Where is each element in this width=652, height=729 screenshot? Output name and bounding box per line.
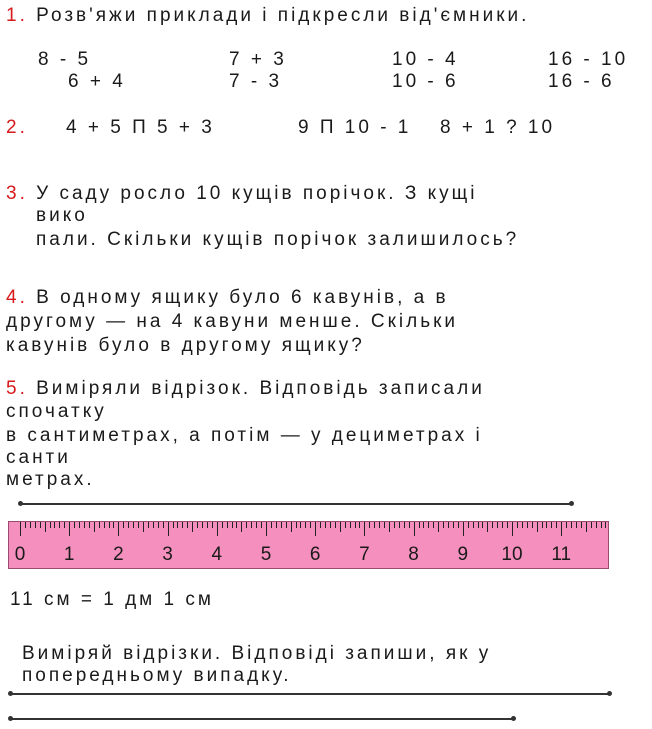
ruler-mm-tick bbox=[330, 522, 331, 528]
ruler-mm-tick bbox=[241, 522, 242, 532]
ruler-label: 0 bbox=[14, 544, 26, 565]
ruler-mm-tick bbox=[379, 522, 380, 528]
task1-number: 1. bbox=[6, 5, 28, 26]
ruler-mm-tick bbox=[350, 522, 351, 528]
ruler-label: 10 bbox=[501, 544, 523, 565]
ruler-mm-tick bbox=[123, 522, 124, 528]
ruler-mm-tick bbox=[271, 522, 272, 528]
task5-line: в сантиметрах, а потім — у дециметрах і bbox=[6, 425, 483, 446]
task5-text: Виміряли відрізок. Відповідь записали bbox=[27, 378, 485, 399]
ruler-mm-tick bbox=[556, 522, 557, 528]
ruler-mm-tick bbox=[473, 522, 474, 528]
measurement-result: 11 см = 1 дм 1 см bbox=[10, 589, 214, 610]
ruler-mm-tick bbox=[571, 522, 572, 528]
ruler-mm-tick bbox=[187, 522, 188, 528]
ruler-mm-tick bbox=[246, 522, 247, 528]
task1-example: 16 - 10 bbox=[548, 49, 629, 70]
ruler-mm-tick bbox=[340, 522, 341, 532]
ruler-mm-tick bbox=[325, 522, 326, 528]
ruler-label: 7 bbox=[359, 544, 370, 565]
ruler-mm-tick bbox=[409, 522, 410, 528]
ruler-label: 5 bbox=[260, 544, 272, 565]
ruler-mm-tick bbox=[227, 522, 228, 528]
task5-line: метрах. bbox=[6, 469, 95, 490]
ruler-mm-tick bbox=[546, 522, 547, 528]
ruler-mm-tick bbox=[79, 522, 80, 528]
ruler-cm-tick bbox=[217, 522, 218, 536]
ruler-mm-tick bbox=[173, 522, 174, 528]
task4-line: кавунів було в другому ящику? bbox=[6, 335, 365, 356]
ruler-mm-tick bbox=[104, 522, 105, 528]
ruler-mm-tick bbox=[276, 522, 277, 528]
ruler-mm-tick bbox=[148, 522, 149, 528]
ruler-mm-tick bbox=[236, 522, 237, 528]
ruler-mm-tick bbox=[527, 522, 528, 528]
ruler-cm-tick bbox=[266, 522, 267, 536]
ruler-mm-tick bbox=[542, 522, 543, 528]
ruler-mm-tick bbox=[394, 522, 395, 528]
task2-item: 9 П 10 - 1 bbox=[298, 117, 412, 138]
task4-number: 4. bbox=[6, 287, 28, 308]
ruler-mm-tick bbox=[40, 522, 41, 528]
task1-example: 16 - 6 bbox=[548, 71, 615, 92]
ruler-cm-tick bbox=[414, 522, 415, 536]
task1-example: 10 - 4 bbox=[392, 49, 459, 70]
ruler-mm-tick bbox=[25, 522, 26, 528]
ruler-mm-tick bbox=[296, 522, 297, 528]
ruler-mm-tick bbox=[109, 522, 110, 528]
ruler-mm-tick bbox=[197, 522, 198, 528]
task4-line: другому — на 4 кавуни менше. Скільки bbox=[6, 311, 459, 332]
ruler-mm-tick bbox=[158, 522, 159, 528]
ruler-mm-tick bbox=[133, 522, 134, 528]
task5-number: 5. bbox=[6, 378, 28, 399]
ruler-label: 4 bbox=[211, 544, 223, 565]
ruler-mm-tick bbox=[492, 522, 493, 528]
ruler-mm-tick bbox=[35, 522, 36, 528]
ruler-mm-tick bbox=[586, 522, 587, 532]
ruler-mm-tick bbox=[192, 522, 193, 532]
task1-heading bbox=[6, 4, 529, 28]
ruler-mm-tick bbox=[207, 522, 208, 528]
ruler-mm-tick bbox=[143, 522, 144, 532]
task5-line: спочатку bbox=[6, 401, 107, 422]
ruler-mm-tick bbox=[359, 522, 360, 528]
task3-line bbox=[6, 182, 477, 206]
ruler-mm-tick bbox=[54, 522, 55, 528]
ruler-mm-tick bbox=[30, 522, 31, 528]
ruler-mm-tick bbox=[300, 522, 301, 528]
ruler-cm-tick bbox=[69, 522, 70, 536]
ruler-mm-tick bbox=[153, 522, 154, 528]
ruler-mm-tick bbox=[419, 522, 420, 528]
ruler-mm-tick bbox=[84, 522, 85, 528]
ruler-mm-tick bbox=[335, 522, 336, 528]
ruler-mm-tick bbox=[443, 522, 444, 528]
task4-text: В одному ящику було 6 кавунів, а в bbox=[27, 287, 449, 308]
segment-endpoint bbox=[511, 716, 516, 721]
ruler-mm-tick bbox=[532, 522, 533, 528]
ruler-mm-tick bbox=[232, 522, 233, 528]
ruler-mm-tick bbox=[128, 522, 129, 528]
task5-line: санти bbox=[6, 447, 71, 468]
ruler-mm-tick bbox=[222, 522, 223, 528]
ruler-label: 3 bbox=[162, 544, 173, 565]
ruler-mm-tick bbox=[399, 522, 400, 528]
ruler-mm-tick bbox=[202, 522, 203, 528]
task3-line: пали. Скільки кущів порічок залишилось? bbox=[36, 229, 520, 250]
task1-example: 10 - 6 bbox=[392, 71, 459, 92]
ruler-mm-tick bbox=[64, 522, 65, 528]
ruler-cm-tick bbox=[364, 522, 365, 536]
ruler-mm-tick bbox=[251, 522, 252, 528]
ruler-label: 2 bbox=[113, 544, 124, 565]
instruction-line: попередньому випадку. bbox=[22, 665, 292, 686]
ruler-label: 11 bbox=[551, 544, 572, 565]
ruler-mm-tick bbox=[605, 522, 606, 528]
ruler-mm-tick bbox=[581, 522, 582, 528]
ruler-mm-tick bbox=[177, 522, 178, 528]
ruler-cm-tick bbox=[315, 522, 316, 536]
ruler-mm-tick bbox=[384, 522, 385, 528]
ruler-mm-tick bbox=[497, 522, 498, 528]
task2-item: 8 + 1 ? 10 bbox=[440, 117, 556, 138]
ruler-mm-tick bbox=[517, 522, 518, 528]
ruler-mm-tick bbox=[487, 522, 488, 532]
ruler-mm-tick bbox=[94, 522, 95, 532]
ruler-mm-tick bbox=[74, 522, 75, 528]
ruler-mm-tick bbox=[404, 522, 405, 528]
ruler-mm-tick bbox=[59, 522, 60, 528]
ruler-mm-tick bbox=[345, 522, 346, 528]
answer-segment bbox=[10, 718, 514, 720]
task5-line bbox=[6, 377, 485, 401]
task2-number: 2. bbox=[6, 117, 28, 138]
ruler-cm-tick bbox=[168, 522, 169, 536]
task3-line: вико bbox=[36, 205, 88, 226]
ruler-mm-tick bbox=[355, 522, 356, 528]
task3-number: 3. bbox=[6, 183, 28, 204]
ruler-mm-tick bbox=[468, 522, 469, 528]
ruler-mm-tick bbox=[551, 522, 552, 528]
instruction-line: Виміряй відрізки. Відповіді запиши, як у bbox=[22, 643, 492, 664]
ruler-mm-tick bbox=[458, 522, 459, 528]
ruler-mm-tick bbox=[50, 522, 51, 528]
ruler-label: 8 bbox=[408, 544, 419, 565]
segment-endpoint bbox=[8, 716, 13, 721]
ruler-mm-tick bbox=[448, 522, 449, 528]
task3-text: У саду росло 10 кущів порічок. З кущі bbox=[27, 183, 478, 204]
task1-example: 7 + 3 bbox=[229, 49, 287, 70]
ruler-mm-tick bbox=[566, 522, 567, 528]
ruler-mm-tick bbox=[507, 522, 508, 528]
ruler-mm-tick bbox=[163, 522, 164, 528]
ruler-mm-tick bbox=[591, 522, 592, 528]
ruler-mm-tick bbox=[369, 522, 370, 528]
ruler-mm-tick bbox=[502, 522, 503, 528]
ruler-mm-tick bbox=[113, 522, 114, 528]
ruler-mm-tick bbox=[522, 522, 523, 528]
task1-text: Розв'яжи приклади і підкресли від'ємники. bbox=[27, 5, 530, 26]
ruler-cm-tick bbox=[561, 522, 562, 536]
ruler-label: 1 bbox=[63, 544, 75, 565]
ruler-mm-tick bbox=[182, 522, 183, 528]
ruler-mm-tick bbox=[310, 522, 311, 528]
ruler-mm-tick bbox=[482, 522, 483, 528]
ruler-mm-tick bbox=[596, 522, 597, 528]
ruler-mm-tick bbox=[45, 522, 46, 532]
ruler-cm-tick bbox=[512, 522, 513, 536]
ruler-mm-tick bbox=[99, 522, 100, 528]
ruler-mm-tick bbox=[305, 522, 306, 528]
ruler-label: 6 bbox=[309, 544, 321, 565]
ruler-mm-tick bbox=[212, 522, 213, 528]
ruler-mm-tick bbox=[423, 522, 424, 528]
ruler-mm-tick bbox=[320, 522, 321, 528]
segment-endpoint bbox=[569, 501, 574, 506]
ruler-cm-tick bbox=[20, 522, 21, 536]
segment-endpoint bbox=[607, 691, 612, 696]
task4-line bbox=[6, 286, 449, 310]
ruler-mm-tick bbox=[291, 522, 292, 532]
ruler-mm-tick bbox=[138, 522, 139, 528]
ruler-mm-tick bbox=[389, 522, 390, 532]
ruler-mm-tick bbox=[576, 522, 577, 528]
ruler-cm-tick bbox=[118, 522, 119, 536]
ruler-cm-tick bbox=[463, 522, 464, 536]
ruler-mm-tick bbox=[261, 522, 262, 528]
ruler-mm-tick bbox=[286, 522, 287, 528]
answer-segment bbox=[10, 693, 610, 695]
ruler-mm-tick bbox=[478, 522, 479, 528]
ruler-mm-tick bbox=[256, 522, 257, 528]
ruler-label: 9 bbox=[457, 544, 469, 565]
task1-example: 6 + 4 bbox=[68, 71, 126, 92]
ruler-mm-tick bbox=[453, 522, 454, 528]
task1-example: 8 - 5 bbox=[38, 49, 92, 70]
ruler-mm-tick bbox=[374, 522, 375, 528]
task1-example: 7 - 3 bbox=[229, 71, 283, 92]
ruler-mm-tick bbox=[438, 522, 439, 532]
ruler-mm-tick bbox=[433, 522, 434, 528]
ruler-mm-tick bbox=[281, 522, 282, 528]
ruler-mm-tick bbox=[428, 522, 429, 528]
ruler bbox=[8, 521, 609, 569]
ruler-mm-tick bbox=[601, 522, 602, 528]
task2-item: 4 + 5 П 5 + 3 bbox=[66, 117, 215, 138]
measured-segment bbox=[20, 503, 572, 505]
ruler-mm-tick bbox=[89, 522, 90, 528]
segment-endpoint bbox=[18, 501, 23, 506]
ruler-mm-tick bbox=[537, 522, 538, 532]
segment-endpoint bbox=[8, 691, 13, 696]
